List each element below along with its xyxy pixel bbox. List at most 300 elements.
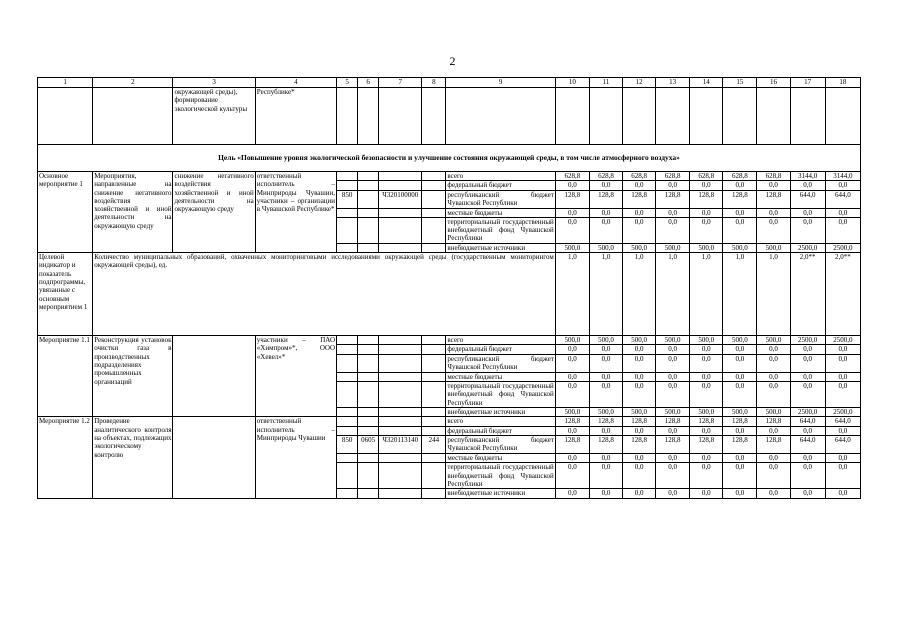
m1-code5 bbox=[337, 172, 358, 181]
page-number: 2 bbox=[449, 54, 456, 68]
goal-row bbox=[38, 145, 861, 172]
m1-value: 0,0 bbox=[790, 208, 825, 217]
header-col-5: 5 bbox=[337, 78, 358, 88]
header-col-2: 2 bbox=[93, 78, 173, 88]
m1-value: 644,0 bbox=[825, 190, 860, 208]
m12-value: 0,0 bbox=[589, 489, 622, 498]
m1-code5 bbox=[337, 217, 358, 243]
m1-source: внебюджетные источники bbox=[446, 243, 555, 252]
m11-code6 bbox=[358, 345, 379, 354]
m11-code6 bbox=[358, 372, 379, 381]
m11-value: 0,0 bbox=[825, 354, 860, 372]
m11-value: 0,0 bbox=[623, 345, 656, 354]
m12-code7: Ч320113140 bbox=[379, 435, 422, 453]
m11-source: федеральный бюджет bbox=[446, 345, 555, 354]
m1-value: 0,0 bbox=[723, 217, 757, 243]
header-col-6: 6 bbox=[358, 78, 379, 88]
m1-value: 0,0 bbox=[690, 181, 723, 190]
m11-value: 500,0 bbox=[555, 408, 589, 417]
m11-value: 0,0 bbox=[589, 345, 622, 354]
m12-value: 0,0 bbox=[623, 453, 656, 462]
m12-code7 bbox=[379, 453, 422, 462]
m1-value: 500,0 bbox=[656, 243, 690, 252]
header-col-13: 13 bbox=[656, 78, 690, 88]
m12-value: 0,0 bbox=[555, 463, 589, 489]
m12-value: 0,0 bbox=[690, 453, 723, 462]
header-col-11: 11 bbox=[589, 78, 622, 88]
m11-value: 0,0 bbox=[555, 372, 589, 381]
m1-value: 2500,0 bbox=[790, 243, 825, 252]
m12-value: 128,8 bbox=[555, 417, 589, 426]
m12-value: 0,0 bbox=[790, 489, 825, 498]
m1-code6 bbox=[358, 181, 379, 190]
m1-value: 0,0 bbox=[623, 208, 656, 217]
m12-value: 0,0 bbox=[723, 426, 757, 435]
header-col-14: 14 bbox=[690, 78, 723, 88]
m12-row bbox=[38, 417, 861, 426]
m12-value: 0,0 bbox=[790, 453, 825, 462]
m1-code8 bbox=[422, 208, 446, 217]
m11-value: 0,0 bbox=[589, 354, 622, 372]
m1-value: 2500,0 bbox=[825, 243, 860, 252]
m11-value: 0,0 bbox=[690, 382, 723, 408]
m11-source: территориальный государственный внебюджетный фонд Чувашской Республики bbox=[447, 382, 554, 407]
target-value: 1,0 bbox=[757, 253, 790, 336]
m12-value: 0,0 bbox=[589, 426, 622, 435]
m12-indicator bbox=[173, 417, 255, 498]
m1-value: 0,0 bbox=[757, 217, 790, 243]
m1-code7 bbox=[379, 172, 422, 181]
m1-value: 0,0 bbox=[555, 217, 589, 243]
m12-code5: 850 bbox=[337, 435, 358, 453]
m11-code7 bbox=[379, 372, 422, 381]
m1-value: 0,0 bbox=[757, 208, 790, 217]
m1-name: Основное мероприятие 1 bbox=[38, 172, 93, 253]
m1-code7 bbox=[379, 217, 422, 243]
m11-row bbox=[38, 336, 861, 345]
m1-source: республиканский бюджет Чувашской Республики bbox=[447, 190, 554, 207]
m1-code6 bbox=[358, 243, 379, 252]
m1-value: 128,8 bbox=[656, 190, 690, 208]
m1-value: 0,0 bbox=[555, 181, 589, 190]
m12-value: 128,8 bbox=[656, 435, 690, 453]
m11-value: 2500,0 bbox=[825, 408, 860, 417]
m12-value: 128,8 bbox=[757, 417, 790, 426]
m1-code6 bbox=[358, 217, 379, 243]
m1-value: 0,0 bbox=[623, 217, 656, 243]
m1-value: 128,8 bbox=[723, 190, 757, 208]
m11-code5 bbox=[337, 382, 358, 408]
m12-source: федеральный бюджет bbox=[446, 426, 555, 435]
m1-value: 628,8 bbox=[623, 172, 656, 181]
m12-value: 0,0 bbox=[790, 426, 825, 435]
m1-source: территориальный государственный внебюджетный фонд Чувашской Республики bbox=[447, 217, 554, 243]
m1-code5 bbox=[337, 208, 358, 217]
m1-value: 0,0 bbox=[589, 181, 622, 190]
m12-value: 128,8 bbox=[690, 435, 723, 453]
m1-value: 0,0 bbox=[757, 181, 790, 190]
m1-value: 0,0 bbox=[790, 181, 825, 190]
m12-value: 0,0 bbox=[656, 463, 690, 489]
header-col-8: 8 bbox=[422, 78, 446, 88]
m12-value: 128,8 bbox=[623, 417, 656, 426]
target-value: 1,0 bbox=[555, 253, 589, 336]
m12-source: местные бюджеты bbox=[446, 453, 555, 462]
m1-code8 bbox=[422, 243, 446, 252]
m11-value: 500,0 bbox=[656, 408, 690, 417]
m1-code7: Ч320100000 bbox=[379, 190, 422, 208]
m12-code7 bbox=[379, 417, 422, 426]
m1-value: 128,8 bbox=[555, 190, 589, 208]
m1-value: 0,0 bbox=[690, 208, 723, 217]
m12-code6 bbox=[358, 463, 379, 489]
m12-code5 bbox=[337, 417, 358, 426]
m11-value: 0,0 bbox=[723, 372, 757, 381]
m12-value: 0,0 bbox=[757, 426, 790, 435]
m1-source: федеральный бюджет bbox=[446, 181, 555, 190]
m12-code6 bbox=[358, 453, 379, 462]
m1-code6 bbox=[358, 208, 379, 217]
m11-code7 bbox=[379, 345, 422, 354]
m11-value: 500,0 bbox=[656, 336, 690, 345]
header-col-1: 1 bbox=[38, 78, 93, 88]
m11-value: 0,0 bbox=[623, 354, 656, 372]
target-row bbox=[38, 253, 861, 336]
m12-value: 0,0 bbox=[825, 453, 860, 462]
m12-value: 0,0 bbox=[555, 489, 589, 498]
m1-code7 bbox=[379, 181, 422, 190]
header-col-15: 15 bbox=[723, 78, 757, 88]
m11-code6 bbox=[358, 336, 379, 345]
m11-code8 bbox=[422, 372, 446, 381]
header-col-17: 17 bbox=[790, 78, 825, 88]
m11-value: 500,0 bbox=[723, 408, 757, 417]
m12-code5 bbox=[337, 426, 358, 435]
m11-code6 bbox=[358, 354, 379, 372]
m12-name: Мероприятие 1.2 bbox=[38, 417, 93, 498]
m12-value: 128,8 bbox=[589, 435, 622, 453]
m1-value: 0,0 bbox=[825, 217, 860, 243]
m12-code8 bbox=[422, 417, 446, 426]
m11-value: 500,0 bbox=[555, 336, 589, 345]
m12-code7 bbox=[379, 489, 422, 498]
m11-code7 bbox=[379, 408, 422, 417]
header-col-16: 16 bbox=[757, 78, 790, 88]
m12-value: 128,8 bbox=[723, 435, 757, 453]
m1-value: 628,8 bbox=[589, 172, 622, 181]
m1-code6 bbox=[358, 190, 379, 208]
m1-value: 0,0 bbox=[723, 208, 757, 217]
header-col-7: 7 bbox=[379, 78, 422, 88]
m12-value: 128,8 bbox=[690, 417, 723, 426]
m11-value: 0,0 bbox=[723, 354, 757, 372]
target-name: Целевой индикатор и показатель подпрограммы, увязанные с основным мероприятием 1 bbox=[38, 253, 93, 336]
m11-value: 0,0 bbox=[690, 345, 723, 354]
m1-code7 bbox=[379, 243, 422, 252]
m11-source: всего bbox=[446, 336, 555, 345]
m11-value: 500,0 bbox=[623, 336, 656, 345]
m11-value: 0,0 bbox=[790, 354, 825, 372]
m1-value: 628,8 bbox=[656, 172, 690, 181]
m12-value: 0,0 bbox=[555, 453, 589, 462]
m1-value: 0,0 bbox=[623, 181, 656, 190]
m12-code8 bbox=[422, 463, 446, 489]
m11-value: 0,0 bbox=[790, 382, 825, 408]
m12-executor: ответственный исполнитель – Минприроды Чувашии bbox=[255, 417, 336, 498]
m1-value: 0,0 bbox=[555, 208, 589, 217]
m1-value: 628,8 bbox=[555, 172, 589, 181]
m12-desc: Проведение аналитического контроля на объектах, подлежащих экологическому контролю bbox=[93, 417, 173, 498]
m1-value: 0,0 bbox=[723, 181, 757, 190]
m11-value: 0,0 bbox=[589, 382, 622, 408]
continuation-row bbox=[38, 88, 861, 145]
m11-value: 0,0 bbox=[690, 372, 723, 381]
m12-source: внебюджетные источники bbox=[446, 489, 555, 498]
m1-value: 0,0 bbox=[656, 217, 690, 243]
m11-source: республиканский бюджет Чувашской Республики bbox=[447, 354, 554, 372]
m12-value: 0,0 bbox=[623, 463, 656, 489]
m11-desc: Реконструкция установок очистки газа в производственных подразделениях промышленных организаций bbox=[93, 336, 173, 417]
m1-indicator: снижение негативного воздействия хозяйственной и иной деятельности на окружающую среду bbox=[173, 172, 255, 253]
m12-value: 0,0 bbox=[589, 453, 622, 462]
m12-source: территориальный государственный внебюджетный фонд Чувашской Республики bbox=[447, 463, 554, 488]
m11-value: 0,0 bbox=[690, 354, 723, 372]
m11-value: 0,0 bbox=[757, 345, 790, 354]
m11-indicator bbox=[173, 336, 255, 417]
m11-code7 bbox=[379, 354, 422, 372]
m12-code7 bbox=[379, 463, 422, 489]
m12-value: 128,8 bbox=[623, 435, 656, 453]
m11-value: 500,0 bbox=[589, 408, 622, 417]
m11-code8 bbox=[422, 354, 446, 372]
target-desc: Количество муниципальных образований, охваченных мониторинговыми исследованиями окружающей среды (государственным мониторингом окружающей среды), ед. bbox=[93, 253, 556, 336]
m11-value: 0,0 bbox=[656, 372, 690, 381]
m12-value: 128,8 bbox=[589, 417, 622, 426]
m12-value: 0,0 bbox=[825, 463, 860, 489]
m1-code8 bbox=[422, 181, 446, 190]
m1-row bbox=[38, 172, 861, 181]
m11-value: 0,0 bbox=[757, 372, 790, 381]
m11-code5 bbox=[337, 408, 358, 417]
m1-executor: ответственный исполнитель – Минприроды Чувашии, участники – организации в Чувашской Республике* bbox=[255, 172, 336, 253]
header-col-3: 3 bbox=[173, 78, 255, 88]
m11-value: 0,0 bbox=[623, 372, 656, 381]
m12-value: 644,0 bbox=[790, 435, 825, 453]
m1-value: 500,0 bbox=[555, 243, 589, 252]
m1-value: 628,8 bbox=[757, 172, 790, 181]
m1-value: 500,0 bbox=[723, 243, 757, 252]
m12-code6: 0605 bbox=[358, 435, 379, 453]
m1-value: 0,0 bbox=[656, 181, 690, 190]
target-value: 1,0 bbox=[589, 253, 622, 336]
header-row bbox=[38, 78, 861, 88]
m12-value: 0,0 bbox=[825, 489, 860, 498]
m11-name: Мероприятие 1.1 bbox=[38, 336, 93, 417]
m11-code8 bbox=[422, 408, 446, 417]
m1-code5 bbox=[337, 181, 358, 190]
m1-code8 bbox=[422, 217, 446, 243]
m12-code6 bbox=[358, 417, 379, 426]
m12-value: 0,0 bbox=[623, 426, 656, 435]
m12-value: 0,0 bbox=[690, 489, 723, 498]
m11-value: 500,0 bbox=[723, 336, 757, 345]
m11-source: местные бюджеты bbox=[446, 372, 555, 381]
m12-code6 bbox=[358, 426, 379, 435]
program-table bbox=[37, 77, 861, 499]
m1-value: 0,0 bbox=[825, 208, 860, 217]
m11-code5 bbox=[337, 372, 358, 381]
m11-value: 500,0 bbox=[690, 408, 723, 417]
goal-text: Цель «Повышение уровня экологической безопасности и улучшение состояния окружающей среды, в том числе атмосферного воздуха» bbox=[38, 145, 861, 172]
header-col-12: 12 bbox=[623, 78, 656, 88]
m11-code5 bbox=[337, 336, 358, 345]
m11-value: 0,0 bbox=[723, 382, 757, 408]
m11-value: 0,0 bbox=[656, 354, 690, 372]
m12-value: 128,8 bbox=[555, 435, 589, 453]
target-value: 2,0** bbox=[790, 253, 825, 336]
m11-value: 2500,0 bbox=[825, 336, 860, 345]
m1-source: местные бюджеты bbox=[446, 208, 555, 217]
m12-value: 128,8 bbox=[757, 435, 790, 453]
m11-code5 bbox=[337, 345, 358, 354]
m12-code8 bbox=[422, 453, 446, 462]
m11-code8 bbox=[422, 345, 446, 354]
m12-value: 0,0 bbox=[555, 426, 589, 435]
m12-source: всего bbox=[446, 417, 555, 426]
m12-value: 0,0 bbox=[757, 453, 790, 462]
m11-value: 0,0 bbox=[555, 345, 589, 354]
m12-value: 0,0 bbox=[690, 463, 723, 489]
target-value: 1,0 bbox=[623, 253, 656, 336]
m11-value: 0,0 bbox=[825, 345, 860, 354]
m1-desc: Мероприятия, направленные на снижение негативного воздействия хозяйственной и иной деятельности на окружающую среду bbox=[93, 172, 173, 253]
m12-value: 128,8 bbox=[723, 417, 757, 426]
m1-code5: 850 bbox=[337, 190, 358, 208]
m1-value: 128,8 bbox=[623, 190, 656, 208]
m1-code8 bbox=[422, 190, 446, 208]
m11-code8 bbox=[422, 382, 446, 408]
target-value: 1,0 bbox=[723, 253, 757, 336]
m1-value: 500,0 bbox=[690, 243, 723, 252]
m12-code8 bbox=[422, 489, 446, 498]
m12-value: 0,0 bbox=[825, 426, 860, 435]
m12-value: 0,0 bbox=[723, 453, 757, 462]
m1-value: 628,8 bbox=[723, 172, 757, 181]
m12-code7 bbox=[379, 426, 422, 435]
m1-source: всего bbox=[446, 172, 555, 181]
m11-value: 0,0 bbox=[825, 372, 860, 381]
m11-value: 0,0 bbox=[825, 382, 860, 408]
m11-value: 500,0 bbox=[757, 408, 790, 417]
m12-code6 bbox=[358, 489, 379, 498]
m1-value: 128,8 bbox=[757, 190, 790, 208]
m1-value: 128,8 bbox=[589, 190, 622, 208]
m12-value: 644,0 bbox=[825, 417, 860, 426]
m11-value: 0,0 bbox=[790, 345, 825, 354]
cont-cell-4: Республике* bbox=[255, 88, 336, 145]
m1-code6 bbox=[358, 172, 379, 181]
m11-executor: участники – ПАО «Химпром»*, ООО «Хевел»* bbox=[255, 336, 336, 417]
m11-value: 0,0 bbox=[757, 354, 790, 372]
m11-value: 0,0 bbox=[656, 382, 690, 408]
m12-value: 0,0 bbox=[656, 489, 690, 498]
m1-value: 500,0 bbox=[589, 243, 622, 252]
m12-value: 644,0 bbox=[825, 435, 860, 453]
m12-value: 128,8 bbox=[656, 417, 690, 426]
m11-value: 2500,0 bbox=[790, 408, 825, 417]
m12-source: республиканский бюджет Чувашской Республики bbox=[447, 435, 554, 453]
header-col-10: 10 bbox=[555, 78, 589, 88]
m1-value: 500,0 bbox=[623, 243, 656, 252]
m11-code6 bbox=[358, 408, 379, 417]
target-value: 1,0 bbox=[690, 253, 723, 336]
m1-value: 128,8 bbox=[690, 190, 723, 208]
m1-code5 bbox=[337, 243, 358, 252]
m12-code5 bbox=[337, 453, 358, 462]
m12-value: 0,0 bbox=[723, 489, 757, 498]
m1-value: 0,0 bbox=[589, 217, 622, 243]
target-value: 2,0** bbox=[825, 253, 860, 336]
m12-code8 bbox=[422, 426, 446, 435]
m12-value: 0,0 bbox=[723, 463, 757, 489]
m11-value: 0,0 bbox=[555, 354, 589, 372]
m1-value: 628,8 bbox=[690, 172, 723, 181]
m11-code7 bbox=[379, 382, 422, 408]
header-col-4: 4 bbox=[255, 78, 336, 88]
m11-value: 0,0 bbox=[555, 382, 589, 408]
cont-cell-3: окружающей среды), формирование экологической культуры bbox=[173, 88, 255, 145]
m11-value: 2500,0 bbox=[790, 336, 825, 345]
m11-value: 0,0 bbox=[790, 372, 825, 381]
m11-value: 0,0 bbox=[589, 372, 622, 381]
m12-code8: 244 bbox=[422, 435, 446, 453]
m12-value: 0,0 bbox=[656, 426, 690, 435]
m1-value: 3144,0 bbox=[825, 172, 860, 181]
m11-value: 500,0 bbox=[690, 336, 723, 345]
header-col-9: 9 bbox=[446, 78, 555, 88]
m11-value: 0,0 bbox=[757, 382, 790, 408]
m12-code5 bbox=[337, 463, 358, 489]
m11-source: внебюджетные источники bbox=[446, 408, 555, 417]
m12-value: 0,0 bbox=[656, 453, 690, 462]
m11-value: 0,0 bbox=[723, 345, 757, 354]
m11-value: 500,0 bbox=[757, 336, 790, 345]
m11-value: 0,0 bbox=[656, 345, 690, 354]
m12-code5 bbox=[337, 489, 358, 498]
target-value: 1,0 bbox=[656, 253, 690, 336]
m11-code8 bbox=[422, 336, 446, 345]
m12-value: 0,0 bbox=[757, 489, 790, 498]
m1-code8 bbox=[422, 172, 446, 181]
m11-value: 0,0 bbox=[623, 382, 656, 408]
m1-value: 0,0 bbox=[589, 208, 622, 217]
m11-code5 bbox=[337, 354, 358, 372]
m11-code6 bbox=[358, 382, 379, 408]
m11-value: 500,0 bbox=[589, 336, 622, 345]
m1-code7 bbox=[379, 208, 422, 217]
m12-value: 0,0 bbox=[790, 463, 825, 489]
m1-value: 3144,0 bbox=[790, 172, 825, 181]
m11-value: 500,0 bbox=[623, 408, 656, 417]
m1-value: 0,0 bbox=[690, 217, 723, 243]
m1-value: 500,0 bbox=[757, 243, 790, 252]
m12-value: 0,0 bbox=[690, 426, 723, 435]
m12-value: 644,0 bbox=[790, 417, 825, 426]
m1-value: 0,0 bbox=[790, 217, 825, 243]
header-col-18: 18 bbox=[825, 78, 860, 88]
m12-value: 0,0 bbox=[589, 463, 622, 489]
m12-value: 0,0 bbox=[623, 489, 656, 498]
